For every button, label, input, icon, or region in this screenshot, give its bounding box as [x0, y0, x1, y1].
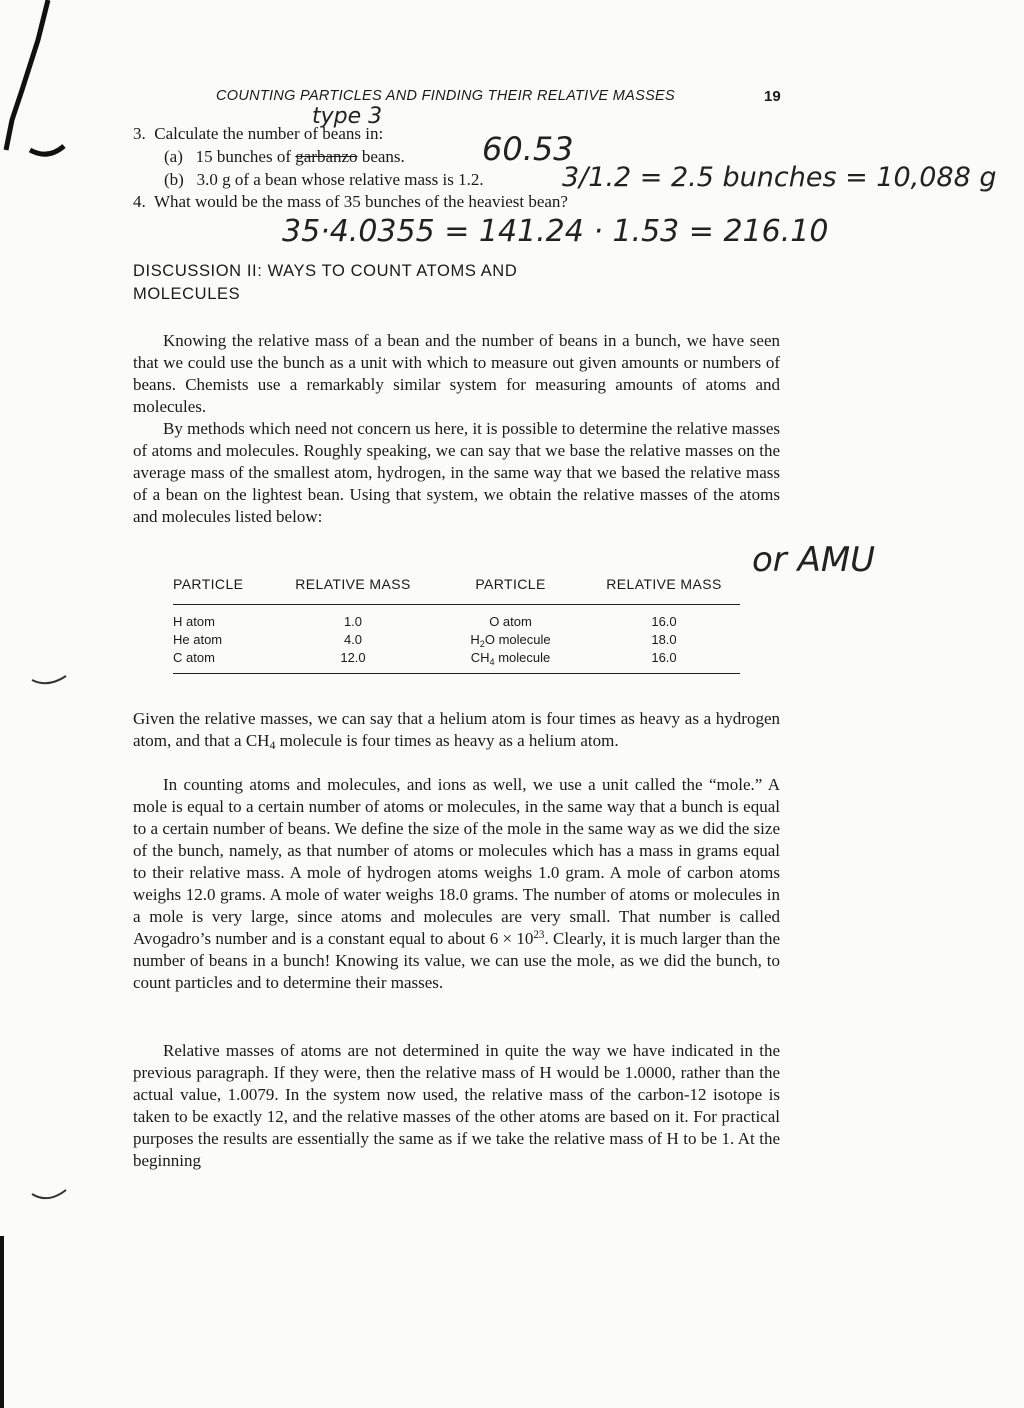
table-cell: 16.0 — [588, 649, 740, 674]
scan-edge-mark — [0, 0, 70, 160]
table-row — [173, 605, 740, 632]
particle-name: O atom — [489, 614, 532, 629]
formula-subscript: 4 — [269, 738, 276, 752]
question-text: What would be the mass of 35 bunches of the heaviest bean? — [153, 192, 568, 211]
table-cell: 12.0 — [273, 649, 433, 674]
column-header: PARTICLE — [173, 570, 273, 605]
relative-mass-table — [173, 570, 740, 674]
handwritten-answer-a: 60.53 — [482, 130, 574, 168]
table-cell — [433, 631, 588, 649]
paragraph-text: In counting atoms and molecules, and ions as well, we use a unit called the “mole.” A mole is equal to a certain number of atoms or molecules, in the same way that a bunch is equal to a certain number of beans. We define the size of the mole in the same way as we did the size of the bunch, namely, as that number of atoms or molecules which has a mass in grams equal to their relative mass. A mole of hydrogen atoms weighs 1.0 gram. A mole of carbon atoms weighs 12.0 grams. A mole of water weighs 18.0 grams. The number of atoms or molecules in a mole is very large, since atoms and molecules are very small. That number is called Avogadro’s number and is a constant equal to about 6 × 10 — [133, 775, 780, 948]
table-cell: 18.0 — [651, 632, 677, 647]
paragraph-text: Given the relative masses, we can say that a helium atom is four times as heavy as a hydrogen atom, and that a CH — [133, 709, 780, 750]
question-number: 3. — [133, 124, 146, 143]
paragraph: By methods which need not concern us here, it is possible to determine the relative masses of atoms and molecules. Roughly speaking, we can say that we base the relative masses on the average mass of the smallest atom, hydrogen, in the same way that we based the relative mass of a bean on the lightest bean. Using that system, we obtain the relative masses of the atoms and molecules listed below: — [133, 419, 780, 526]
struck-word: garbanzo — [295, 147, 358, 166]
column-header: RELATIVE MASS — [273, 570, 433, 605]
paragraph — [133, 774, 780, 994]
table-cell: 4.0 — [343, 632, 363, 647]
table-cell: 16.0 — [651, 614, 677, 629]
formula-subscript: 4 — [489, 657, 495, 667]
question-4 — [133, 192, 568, 212]
particle-formula: H — [470, 632, 480, 647]
subquestion-label: (a) — [164, 147, 183, 166]
handwritten-answer-4: 35·4.0355 = 141.24 · 1.53 = 216.10 — [282, 214, 829, 249]
table-cell: He atom — [173, 632, 223, 647]
particle-formula-suffix: O molecule — [484, 632, 551, 647]
scan-edge-bar — [0, 1236, 4, 1408]
particle-formula: CH — [470, 650, 490, 665]
paragraph — [133, 708, 780, 752]
handwritten-type-note: type 3 — [312, 104, 383, 129]
exponent: 23 — [533, 929, 545, 941]
paragraph: Relative masses of atoms are not determined in quite the way we have indicated in the previous paragraph. If they were, then the relative mass of H would be 1.0000, rather than the actual value, 1.0079. In the system now used, the relative mass of the carbon-12 isotope is taken to be exactly 12, and the relative masses of the other atoms are based on it. For practical purposes the results are essentially the same as if we take the relative mass of H to be 1. At the beginning — [133, 1041, 780, 1170]
page-number: 19 — [764, 88, 781, 105]
paragraph-text: . Clearly, it is much larger than the number of beans in a bunch! Knowing its value, we can use the mole, as we did the bunch, to count particles and to determine their masses. — [133, 929, 780, 992]
column-header: RELATIVE MASS — [588, 570, 740, 605]
table-cell: 1.0 — [343, 614, 363, 629]
question-number: 4. — [133, 192, 146, 211]
handwritten-amu-note: or AMU — [752, 540, 876, 580]
table-cell: C atom — [173, 649, 273, 674]
question-3b — [164, 170, 484, 190]
table-header-row — [173, 570, 740, 605]
subquestion-text: 15 bunches of — [195, 147, 291, 166]
column-header: PARTICLE — [433, 570, 588, 605]
margin-tick-mark — [30, 1186, 70, 1206]
handwritten-answer-b: 3/1.2 = 2.5 bunches = 10,088 g — [562, 162, 997, 193]
question-3a — [164, 147, 405, 167]
paragraph: Knowing the relative mass of a bean and the number of beans in a bunch, we have seen that we could use the bunch as a unit with which to measure out given amounts or numbers of beans. Chemists use a remarkably similar system for measuring amounts of atoms and molecules. — [133, 331, 780, 416]
section-heading — [133, 260, 693, 306]
paragraph-text: molecule is four times as heavy as a helium atom. — [275, 731, 619, 750]
margin-tick-mark — [30, 672, 70, 692]
table-row — [173, 631, 740, 649]
table-cell — [433, 649, 588, 674]
table-cell: H atom — [173, 614, 215, 629]
section-heading-line: MOLECULES — [133, 285, 241, 303]
table-cell — [433, 605, 588, 632]
question-text: Calculate the number of beans in: — [154, 124, 384, 143]
particle-formula-suffix: molecule — [494, 650, 551, 665]
running-head: COUNTING PARTICLES AND FINDING THEIR RELATIVE MASSES — [216, 88, 675, 104]
subquestion-text: beans. — [361, 147, 405, 166]
table-row — [173, 649, 740, 674]
subquestion-text: 3.0 g of a bean whose relative mass is 1.2. — [196, 170, 484, 189]
section-heading-line: DISCUSSION II: WAYS TO COUNT ATOMS AND — [133, 262, 518, 280]
subquestion-label: (b) — [164, 170, 184, 189]
formula-subscript: 2 — [479, 639, 485, 649]
